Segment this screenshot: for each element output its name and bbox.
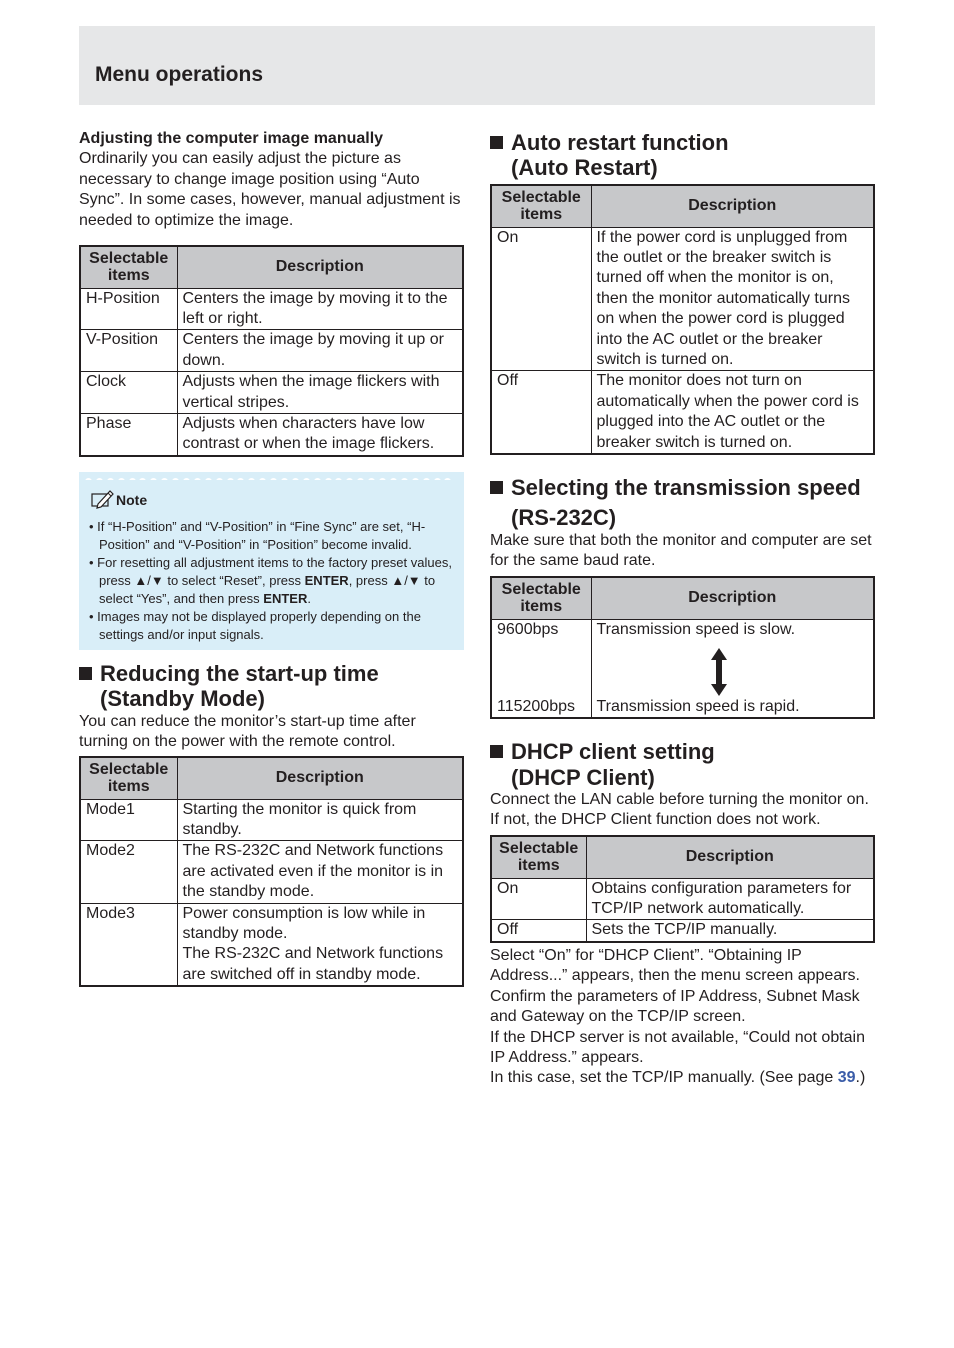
table-row bbox=[80, 413, 463, 455]
dhcp-after-paragraph: Select “On” for “DHCP Client”. “Obtaining IP Address...” appears, then the menu screen appears. bbox=[490, 947, 860, 985]
standby-table-wrap bbox=[79, 756, 464, 987]
description-cell: If the power cord is unplugged from the outlet or the breaker switch is turned off when the monitor is on, then the monitor automatically turns on when the power cord is plugged into the AC outlet or the breaker switch is turned on. bbox=[591, 227, 874, 371]
note-title: Note bbox=[116, 492, 148, 508]
rs232c-table bbox=[490, 576, 875, 719]
dhcp-heading: DHCP client setting (DHCP Client) bbox=[490, 739, 875, 791]
adjust-body: Ordinarily you can easily adjust the picture as necessary to change image position using “Auto Sync”. In some cases, however, manual adjustment is needed to optimize the image. bbox=[79, 150, 461, 229]
square-bullet-icon bbox=[490, 136, 503, 149]
col-header-description: Description bbox=[591, 577, 874, 619]
col-header-description: Description bbox=[177, 246, 463, 288]
col-header-items: Selectable items bbox=[491, 185, 591, 227]
page-header bbox=[79, 26, 875, 105]
speed-high-description: Transmission speed is rapid. bbox=[596, 697, 800, 715]
note-item: • Images may not be displayed properly depending on the settings and/or input signals. bbox=[89, 608, 459, 644]
note-header bbox=[90, 488, 147, 510]
item-cell: V-Position bbox=[80, 330, 177, 372]
description-cell: The monitor does not turn on automatically when the power cord is plugged into the AC outlet or the breaker switch is turned on. bbox=[591, 371, 874, 454]
note-box bbox=[79, 472, 464, 650]
dhcp-body: Connect the LAN cable before turning the monitor on. If not, the DHCP Client function does not work. bbox=[490, 791, 869, 829]
description-cell: Adjusts when the image flickers with vertical stripes. bbox=[177, 372, 463, 414]
table-row bbox=[80, 799, 463, 841]
description-cell: Centers the image by moving it to the left or right. bbox=[177, 288, 463, 330]
description-cell: Adjusts when characters have low contrast or when the image flickers. bbox=[177, 413, 463, 455]
double-arrow-icon bbox=[711, 648, 727, 696]
dhcp-table-wrap bbox=[490, 835, 875, 943]
col-header-items: Selectable items bbox=[491, 836, 586, 878]
note-list bbox=[89, 518, 459, 644]
note-item: • If “H-Position” and “V-Position” in “Fine Sync” are set, “H-Position” and “V-Position” in “Position” become invalid. bbox=[89, 518, 459, 554]
description-cell: Obtains configuration parameters for TCP/IP network automatically. bbox=[586, 878, 874, 920]
item-cell: On bbox=[491, 227, 591, 371]
item-cell: Mode2 bbox=[80, 841, 177, 903]
note-item: • For resetting all adjustment items to the factory preset values, press ▲/▼ to select “Reset”, press ENTER, press ▲/▼ to select “Yes”, and then press ENTER. bbox=[89, 554, 459, 608]
table-row bbox=[491, 920, 874, 942]
table-row bbox=[80, 372, 463, 414]
dhcp-after-text bbox=[490, 946, 875, 1089]
adjust-table bbox=[79, 245, 464, 457]
pencil-note-icon bbox=[90, 488, 116, 510]
table-row bbox=[491, 878, 874, 920]
item-cell: Phase bbox=[80, 413, 177, 455]
dhcp-after-paragraph: In this case, set the TCP/IP manually. (See page 39.) bbox=[490, 1069, 866, 1087]
table-row bbox=[80, 288, 463, 330]
speed-low-label: 9600bps bbox=[497, 620, 559, 638]
adjust-section bbox=[79, 129, 464, 231]
description-cell: Sets the TCP/IP manually. bbox=[586, 920, 874, 942]
page-39-link[interactable]: 39 bbox=[837, 1069, 856, 1087]
rs232c-heading: Selecting the transmission speed (RS-232C) bbox=[490, 473, 890, 533]
dhcp-after-paragraph: Confirm the parameters of IP Address, Subnet Mask and Gateway on the TCP/IP screen. bbox=[490, 987, 860, 1026]
square-bullet-icon bbox=[490, 481, 503, 494]
square-bullet-icon bbox=[490, 745, 503, 758]
col-header-description: Description bbox=[177, 757, 463, 799]
description-cell: Centers the image by moving it up or down. bbox=[177, 330, 463, 372]
col-header-description: Description bbox=[591, 185, 874, 227]
auto-restart-heading: Auto restart function (Auto Restart) bbox=[490, 130, 875, 180]
table-row bbox=[80, 330, 463, 372]
item-cell: Mode1 bbox=[80, 799, 177, 841]
description-cell: Starting the monitor is quick from standby. bbox=[177, 799, 463, 841]
square-bullet-icon bbox=[79, 667, 92, 680]
standby-heading: Reducing the start-up time (Standby Mode) bbox=[79, 661, 464, 711]
rs232c-body: Make sure that both the monitor and computer are set for the same baud rate. bbox=[490, 532, 872, 570]
item-cell: H-Position bbox=[80, 288, 177, 330]
col-header-items: Selectable items bbox=[80, 246, 177, 288]
adjust-table-wrap bbox=[79, 245, 464, 457]
item-cell bbox=[491, 619, 591, 718]
description-cell: The RS-232C and Network functions are activated even if the monitor is in the standby mode. bbox=[177, 841, 463, 903]
standby-table bbox=[79, 756, 464, 987]
rs232c-table-wrap bbox=[490, 576, 875, 719]
table-row bbox=[491, 371, 874, 454]
col-header-items: Selectable items bbox=[491, 577, 591, 619]
item-cell: On bbox=[491, 878, 586, 920]
speed-low-description: Transmission speed is slow. bbox=[596, 620, 796, 638]
dhcp-after-paragraph: If the DHCP server is not available, “Could not obtain IP Address.” appears. bbox=[490, 1028, 866, 1067]
auto-restart-table bbox=[490, 184, 875, 455]
speed-high-label: 115200bps bbox=[497, 697, 575, 715]
col-header-description: Description bbox=[586, 836, 874, 878]
item-cell: Off bbox=[491, 920, 586, 942]
description-cell bbox=[591, 619, 874, 718]
adjust-heading: Adjusting the computer image manually bbox=[79, 130, 384, 147]
dhcp-table bbox=[490, 835, 875, 943]
item-cell: Clock bbox=[80, 372, 177, 414]
item-cell: Off bbox=[491, 371, 591, 454]
col-header-items: Selectable items bbox=[80, 757, 177, 799]
item-cell: Mode3 bbox=[80, 903, 177, 986]
table-row bbox=[491, 227, 874, 371]
auto-restart-table-wrap bbox=[490, 184, 875, 455]
table-row bbox=[491, 619, 874, 718]
description-cell: Power consumption is low while in standby mode. The RS-232C and Network functions are switched off in standby mode. bbox=[177, 903, 463, 986]
note-dots-decoration bbox=[85, 472, 460, 480]
page-title: Menu operations bbox=[95, 63, 264, 86]
standby-body: You can reduce the monitor’s start-up time after turning on the power with the remote control. bbox=[79, 713, 416, 751]
table-row bbox=[80, 903, 463, 986]
table-row bbox=[80, 841, 463, 903]
